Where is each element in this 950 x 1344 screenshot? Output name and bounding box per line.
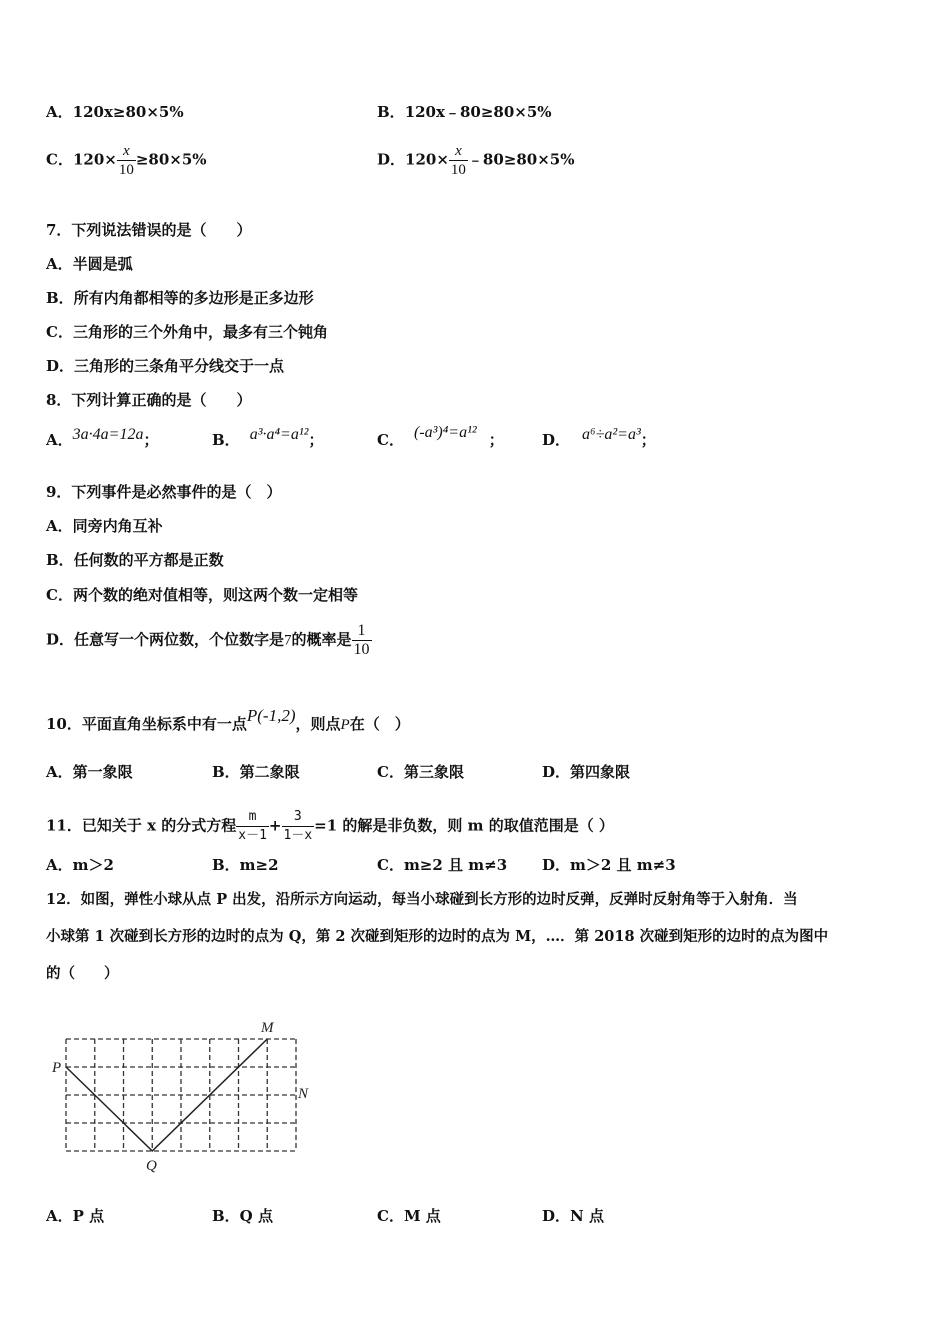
q6-option-d-label: D． (377, 150, 406, 169)
q10-option-a: A．第一象限 (46, 763, 133, 781)
q10-option-d: D．第四象限 (542, 763, 631, 781)
q6-option-d-fraction (449, 142, 468, 179)
q11-fraction-1 (236, 808, 269, 845)
q8-option-b (212, 426, 324, 451)
q12-stem-line-3: 的（ ） (46, 965, 119, 982)
q12-option-d: D．N 点 (542, 1207, 604, 1225)
q8-option-a (46, 426, 159, 451)
q6-option-b (377, 102, 552, 122)
q6-option-a-text: 120x≥80×5% (72, 103, 184, 121)
q6-option-c (46, 142, 207, 179)
q12-stem-line-1: 12．如图，弹性小球从点 P 出发，沿所示方向运动，每当小球碰到长方形的边时反弹，反弹时反射角等于入射角．当 (46, 891, 798, 908)
point-m-label: M (261, 1020, 274, 1036)
q8-option-a-expr: 3a·4a=12a (72, 426, 144, 443)
q8-option-d-label: D． (542, 431, 571, 449)
separator: ； (640, 431, 656, 449)
q6-option-b-label: B． (377, 103, 405, 121)
separator: ； (143, 431, 159, 449)
q10-stem-post: 在（ ） (349, 715, 410, 733)
q8-option-a-label: A． (46, 431, 73, 449)
separator: ； (488, 431, 504, 449)
fraction-numerator: x (455, 143, 462, 159)
q8-option-d (542, 426, 656, 451)
q9-option-d-fraction (352, 622, 372, 659)
fraction-numerator: 3 (293, 809, 302, 824)
q11-option-d: D．m＞2 且 m≠3 (542, 856, 676, 874)
q6-option-b-text: 120x﹣80≥80×5% (404, 103, 552, 121)
fraction-numerator: m (248, 809, 257, 824)
q8-option-b-expr: a³·a⁴=a¹² (249, 426, 309, 443)
q6-option-a-label: A． (46, 103, 73, 121)
point-n-label: N (298, 1086, 309, 1102)
q6-option-d-pre: 120× (405, 150, 449, 169)
q7-option-a: A．半圆是弧 (46, 255, 133, 273)
fraction-denominator: 10 (118, 162, 134, 178)
q10-option-b: B．第二象限 (212, 763, 300, 781)
q11-fraction-2 (282, 808, 315, 845)
q6-option-c-fraction (117, 142, 136, 179)
q7-option-b: B．所有内角都相等的多边形是正多边形 (46, 289, 314, 307)
q6-option-d-post: ﹣80≥80×5% (467, 150, 575, 169)
q12-figure (46, 1012, 326, 1182)
q11-stem-post: =1 的解是非负数，则 m 的取值范围是（ ） (314, 816, 614, 835)
fraction-denominator: 10 (450, 162, 466, 178)
q9-option-c: C．两个数的绝对值相等，则这两个数一定相等 (46, 586, 358, 604)
fraction-numerator: 1 (357, 622, 366, 639)
q11-option-b: B．m≥2 (212, 856, 279, 874)
fraction-numerator: x (123, 143, 130, 159)
q11-stem (46, 808, 614, 845)
point-p-label: P (52, 1060, 62, 1076)
q10-option-c: C．第三象限 (377, 763, 464, 781)
q6-option-c-pre: 120× (72, 150, 117, 169)
q8-stem: 8．下列计算正确的是（ ） (46, 391, 252, 409)
q12-stem-line-2: 小球第 1 次碰到长方形的边时的点为 Q，第 2 次碰到矩形的边时的点为 M，…．第 2018 次碰到矩形的边时的点为图中 (46, 928, 829, 945)
point-q-label: Q (146, 1158, 157, 1174)
q6-option-c-label: C． (46, 150, 73, 169)
q8-option-c (377, 424, 504, 451)
fraction-denominator: 10 (353, 641, 370, 658)
q11-option-c: C．m≥2 且 m≠3 (377, 856, 508, 874)
q11-option-a: A．m＞2 (46, 856, 114, 874)
q9-option-d-pre: D．任意写一个两位数，个位数字是 (46, 630, 285, 649)
grid-lines (66, 1039, 296, 1151)
q12-option-c: C．M 点 (377, 1207, 441, 1225)
q6-option-d (377, 142, 574, 179)
fraction-denominator: 1－x (283, 828, 313, 843)
q7-stem: 7．下列说法错误的是（ ） (46, 221, 252, 239)
q10-stem (46, 706, 410, 735)
q11-plus: + (268, 816, 282, 835)
q7-option-d: D．三角形的三条角平分线交于一点 (46, 357, 285, 375)
q8-option-d-expr: a⁶÷a²=a³ (582, 426, 641, 443)
q9-option-d (46, 622, 372, 659)
q9-option-d-mid: 的概率是 (291, 630, 352, 649)
q9-stem: 9．下列事件是必然事件的是（ ） (46, 483, 282, 501)
q6-option-a (46, 102, 184, 122)
q9-option-b: B．任何数的平方都是正数 (46, 551, 224, 569)
q12-option-a: A．P 点 (46, 1207, 105, 1225)
q9-option-d-digit: 7 (284, 632, 292, 649)
q8-option-c-label: C． (377, 431, 404, 449)
q9-option-a: A．同旁内角互补 (46, 517, 163, 535)
q7-option-c: C．三角形的三个外角中，最多有三个钝角 (46, 323, 328, 341)
fraction-denominator: x－1 (238, 828, 267, 843)
q8-option-c-expr: (-a³)⁴=a¹² (413, 424, 477, 441)
separator: ； (308, 431, 324, 449)
q6-option-c-post: ≥80×5% (135, 150, 207, 169)
q10-point: P(-1,2) (246, 706, 296, 725)
q11-stem-pre: 11．已知关于 x 的分式方程 (46, 816, 237, 835)
q10-stem-pre: 10．平面直角坐标系中有一点 (46, 715, 247, 733)
q10-point-p: P (340, 717, 350, 733)
q12-option-b: B．Q 点 (212, 1207, 273, 1225)
q10-stem-mid: ，则点 (295, 715, 341, 733)
q8-option-b-label: B． (212, 431, 240, 449)
